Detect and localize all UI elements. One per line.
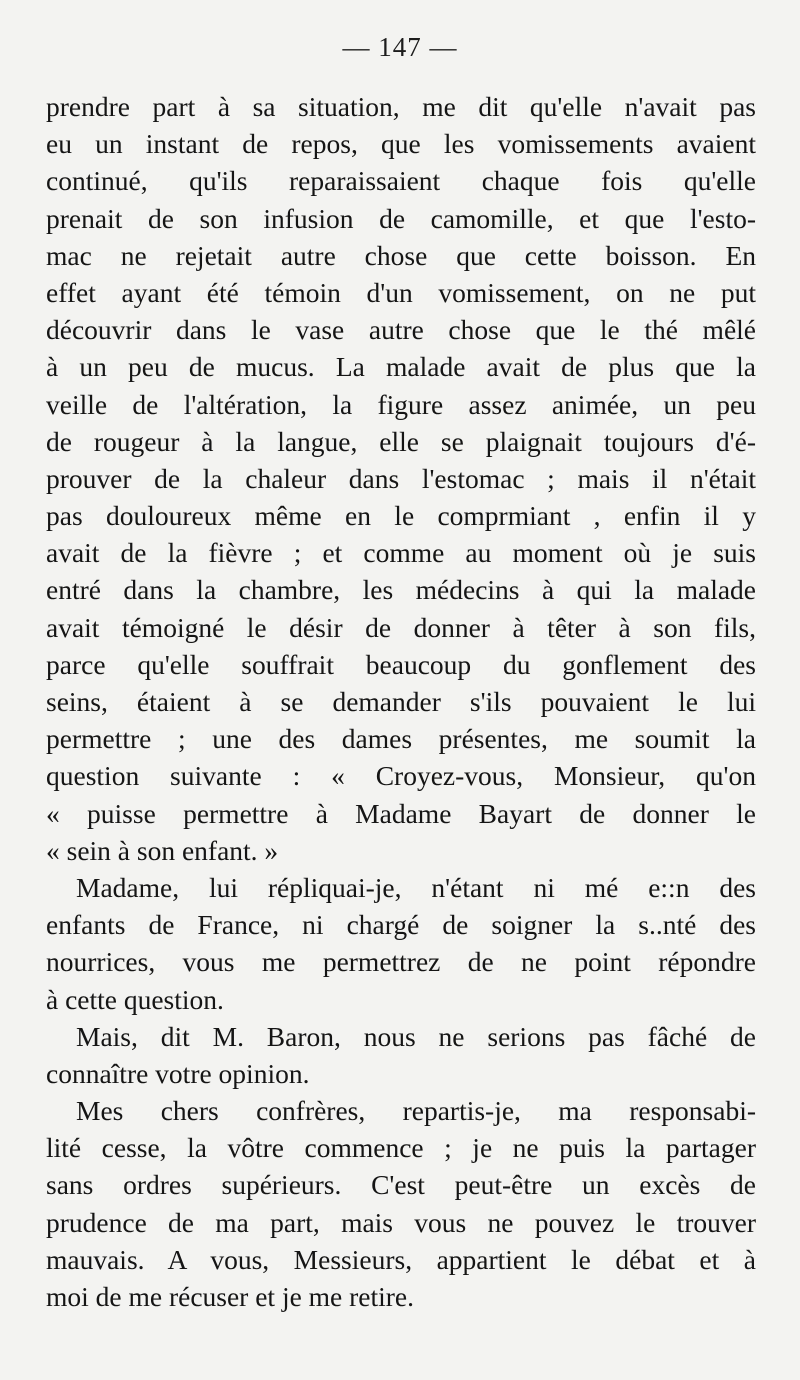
- text-line: prenait de son infusion de camomille, et que l'esto-: [46, 202, 756, 234]
- text-line: permettre ; une des dames présentes, me soumit la: [46, 723, 756, 755]
- text-line: mac ne rejetait autre chose que cette boisson. En: [46, 239, 756, 271]
- text-line: Mes chers confrères, repartis-je, ma responsabi-: [76, 1095, 756, 1127]
- text-line: nourrices, vous me permettrez de ne point répondre: [46, 946, 756, 978]
- paragraph-2: [46, 869, 756, 1018]
- text-line: eu un instant de repos, que les vomissements avaient: [46, 128, 756, 160]
- paragraph-3: [46, 1018, 756, 1092]
- text-line: Madame, lui répliquai-je, n'étant ni mé e::n des: [76, 871, 756, 903]
- text-line: Mais, dit M. Baron, nous ne serions pas fâché de: [76, 1020, 756, 1052]
- text-line: découvrir dans le vase autre chose que le thé mêlé: [46, 314, 756, 346]
- paragraph-4: [46, 1092, 756, 1315]
- text-line: seins, étaient à se demander s'ils pouvaient le lui: [46, 686, 756, 717]
- text-line: sans ordres supérieurs. C'est peut-être un excès de: [46, 1169, 756, 1201]
- text-line: « puisse permettre à Madame Bayart de donner le: [46, 797, 756, 829]
- text-line: « sein à son enfant. »: [46, 834, 279, 866]
- text-line: effet ayant été témoin d'un vomissement, on ne put: [46, 276, 756, 308]
- text-line: question suivante : « Croyez-vous, Monsieur, qu'on: [46, 760, 756, 792]
- page-number: — 147 —: [342, 32, 458, 62]
- text-line: mauvais. A vous, Messieurs, appartient le débat et à: [46, 1243, 756, 1275]
- text-line: connaître votre opinion.: [46, 1057, 310, 1089]
- text-line: entré dans la chambre, les médecins à qui la malade: [46, 574, 756, 606]
- text-line: à un peu de mucus. La malade avait de plus que la: [46, 351, 756, 383]
- text-line: parce qu'elle souffrait beaucoup du gonflement des: [46, 648, 756, 680]
- text-line: continué, qu'ils reparaissaient chaque fois qu'elle: [46, 165, 756, 197]
- text-line: prudence de ma part, mais vous ne pouvez le trouver: [46, 1206, 756, 1238]
- text-line: prouver de la chaleur dans l'estomac ; mais il n'était: [46, 462, 756, 494]
- text-line: de rougeur à la langue, elle se plaignait toujours d'é-: [46, 425, 756, 457]
- text-line: à cette question.: [46, 983, 224, 1015]
- body-text: [46, 88, 756, 1315]
- text-line: avait de la fièvre ; et comme au moment où je suis: [46, 537, 756, 569]
- text-line: moi de me récuser et je me retire.: [46, 1281, 415, 1312]
- text-line: enfants de France, ni chargé de soigner la s..nté des: [46, 909, 756, 941]
- text-line: veille de l'altération, la figure assez animée, un peu: [46, 388, 756, 420]
- text-line: pas douloureux même en le comprmiant , enfin il y: [46, 500, 756, 532]
- text-line: prendre part à sa situation, me dit qu'elle n'avait pas: [46, 91, 756, 122]
- text-line: avait témoigné le désir de donner à têter à son fils,: [46, 611, 756, 643]
- text-line: lité cesse, la vôtre commence ; je ne puis la partager: [46, 1132, 756, 1164]
- paragraph-1: [46, 88, 756, 869]
